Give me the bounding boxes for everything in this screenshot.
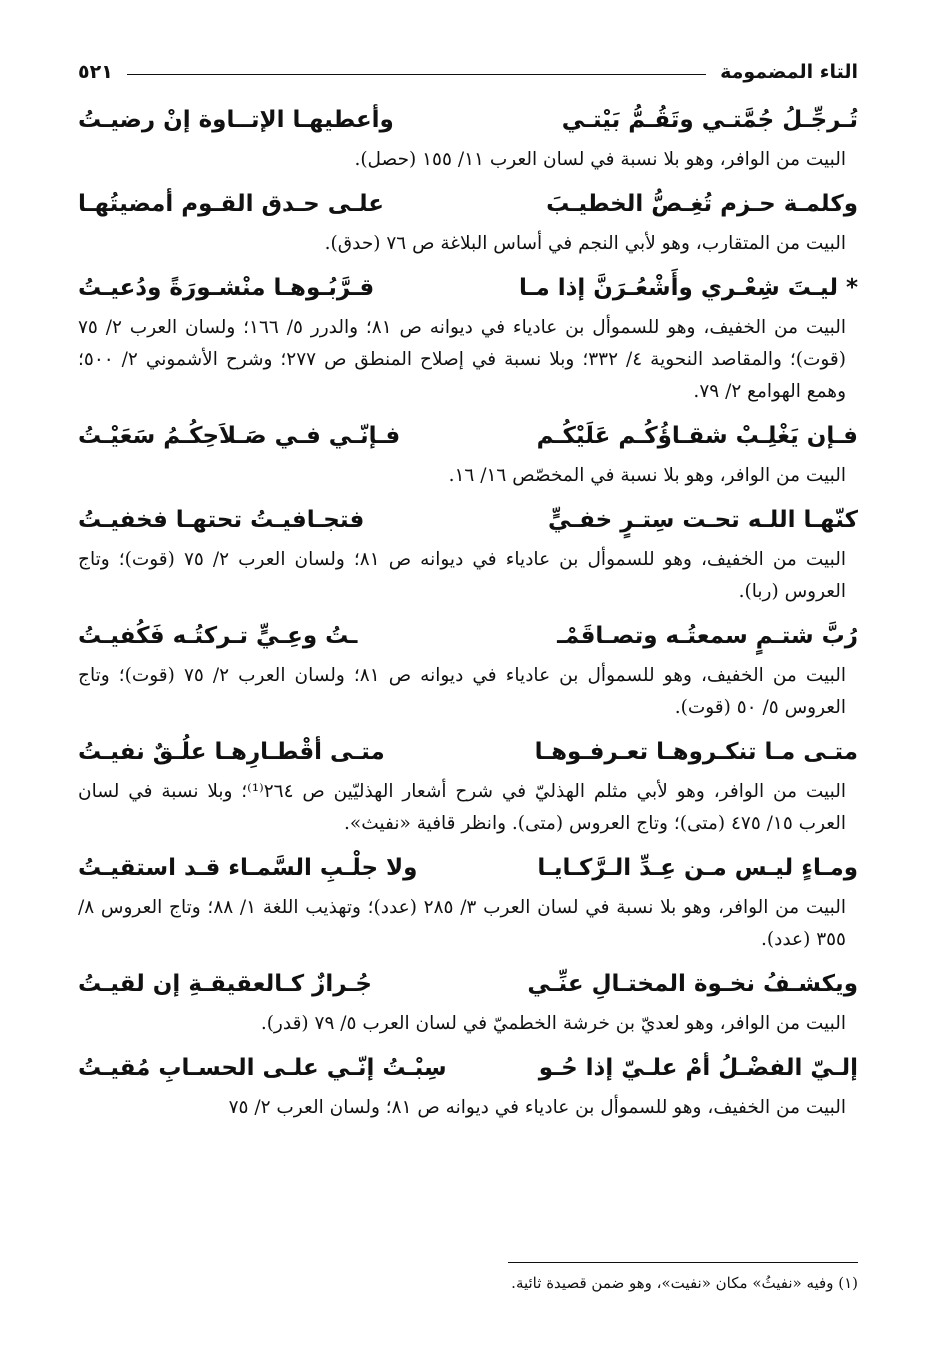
verse-line [78,96,858,144]
verse-first-hemistich: رُبَّ شتـمٍ سمعتُـه وتصـاقَمْـ [557,623,858,649]
footnote: (١) وفيه «نفيثُ» مكان «نفيت»، وهو ضمن قصيدة ثائية. [511,1274,858,1292]
verse-second-hemistich: ولا جلْـبِ السَّمـاء قـد استقيـتُ [78,855,418,881]
book-page [78,52,858,1124]
verse-citation: البيت من الوافر، وهو بلا نسبة في لسان العرب ٣/ ٢٨٥ (عدد)؛ وتهذيب اللغة ١/ ٨٨؛ وتاج العروس ٨/ ٣٥٥ (عدد). [78,897,846,950]
verse-entry [78,612,858,724]
verse-first-hemistich: متـى مـا تنكـروهـا تعـرفـوهـا [534,739,858,765]
verse-second-hemistich: ـتُ وعِـيٍّ تـركتُـه فَكُفيـتُ [78,623,358,649]
verse-entry [78,496,858,608]
verse-second-hemistich: متـى أقْطـارِهـا علُـقٌ نفيـتُ [78,739,385,765]
verse-first-hemistich: ومـاءٍ ليـس مـن عِـدِّ الـرَّكـايـا [537,855,858,881]
verse-citation: البيت من المتقارب، وهو لأبي النجم في أساس البلاغة ص ٧٦ (حدق). [324,233,846,254]
verse-first-hemistich: تُـرجِّـلُ جُمَّتـي وتَقُـمُّ بَيْتـي [561,107,858,133]
header-rule [127,74,706,75]
verse-citation: البيت من الوافر، وهو لعديّ بن خرشة الخطميّ في لسان العرب ٥/ ٧٩ (قدر). [260,1013,846,1034]
verse-entry [78,96,858,176]
verse-line [78,728,858,776]
verse-first-hemistich: فـإن يَغْلِـبْ شقـاؤُكُـم عَلَيْكُـم [536,423,858,449]
verse-entry [78,960,858,1040]
chapter-title: التاء المضمومة [720,61,858,83]
verse-line [78,180,858,228]
verse-second-hemistich: قـرَّبُـوهـا منْشـورَةً ودُعيـتُ [78,275,375,301]
verse-entry [78,180,858,260]
verse-first-hemistich: إلـيّ الفضْـلُ أمْ علـيّ إذا حُـو [538,1055,858,1081]
verse-entries [78,96,858,1124]
verse-second-hemistich: سِبْـتُ إنّـي علـى الحسـابِ مُقيـتُ [78,1055,447,1081]
verse-second-hemistich: علـى حـدق القـوم أمضيتُهـا [78,191,384,217]
verse-line [78,844,858,892]
verse-citation: البيت من الوافر، وهو لأبي مثلم الهذليّ في شرح أشعار الهذليّين ص ٢٦٤⁽¹⁾؛ وبلا نسبة في لسان العرب ١٥/ ٤٧٥ (متى)؛ وتاج العروس (متى). وانظر قافية «نفيث». [78,781,846,834]
verse-citation: البيت من الخفيف، وهو للسموأل بن عادياء في ديوانه ص ٨١؛ ولسان العرب ٢/ ٧٥ (قوت)؛ وتاج العروس (ربا). [78,549,846,602]
verse-second-hemistich: فتجـافيـتُ تحتهـا فخفيـتُ [78,507,365,533]
verse-line [78,412,858,460]
footnote-list [78,1269,858,1297]
verse-line [78,264,858,312]
verse-citation: البيت من الوافر، وهو بلا نسبة في لسان العرب ١١/ ١٥٥ (حصل). [354,149,846,170]
verse-line [78,496,858,544]
footnotes-section [78,1262,858,1297]
verse-first-hemistich: كنّهـا اللـه تحـت سِتـرٍ خفـيٍّ [547,507,858,533]
verse-citation: البيت من الخفيف، وهو للسموأل بن عادياء في ديوانه ص ٨١؛ ولسان العرب ٢/ ٧٥ (قوت)؛ وتاج العروس ٥/ ٥٠ (قوت). [78,665,846,718]
verse-second-hemistich: فـإنّـي فـي صَـلاَحِكُـمُ سَعَيْـتُ [78,423,401,449]
verse-first-hemistich: وكلمـة حـزم تُغِـصُّ الخطيـبَ [546,191,858,217]
verse-entry [78,728,858,840]
verse-second-hemistich: جُـرازٌ كـالعقيقـةِ إن لقيـتُ [78,971,372,997]
verse-first-hemistich: ويكشـفُ نخـوة المختـالِ عنِّـي [527,971,858,997]
verse-citation: البيت من الخفيف، وهو للسموأل بن عادياء في ديوانه ص ٨١؛ والدرر ٥/ ١٦٦؛ ولسان العرب ٢/ ٧٥ (قوت)؛ والمقاصد النحوية ٤/ ٣٣٢؛ وبلا نسبة في إصلاح المنطق ص ٢٧٧؛ وشرح الأشموني ٢/ ٥٠٠؛ وهمع الهوامع ٢/ ٧٩. [78,317,846,402]
verse-entry [78,1044,858,1124]
verse-entry [78,264,858,408]
footnote-rule [508,1262,858,1263]
verse-citation: البيت من الوافر، وهو بلا نسبة في المخصّص ١٦/ ١٦. [448,465,846,486]
verse-line [78,612,858,660]
verse-entry [78,844,858,956]
verse-first-hemistich: * ليـتَ شِعْـري وأَشْعُـرَنَّ إذا مـا [518,275,858,301]
verse-line [78,1044,858,1092]
verse-citation: البيت من الخفيف، وهو للسموأل بن عادياء في ديوانه ص ٨١؛ ولسان العرب ٢/ ٧٥ [228,1097,846,1118]
verse-line [78,960,858,1008]
page-number: ٥٢١ [78,61,113,83]
verse-entry [78,412,858,492]
verse-second-hemistich: وأعطيهـا الإتــاوة إنْ رضيـتُ [78,107,394,133]
running-header [78,52,858,92]
